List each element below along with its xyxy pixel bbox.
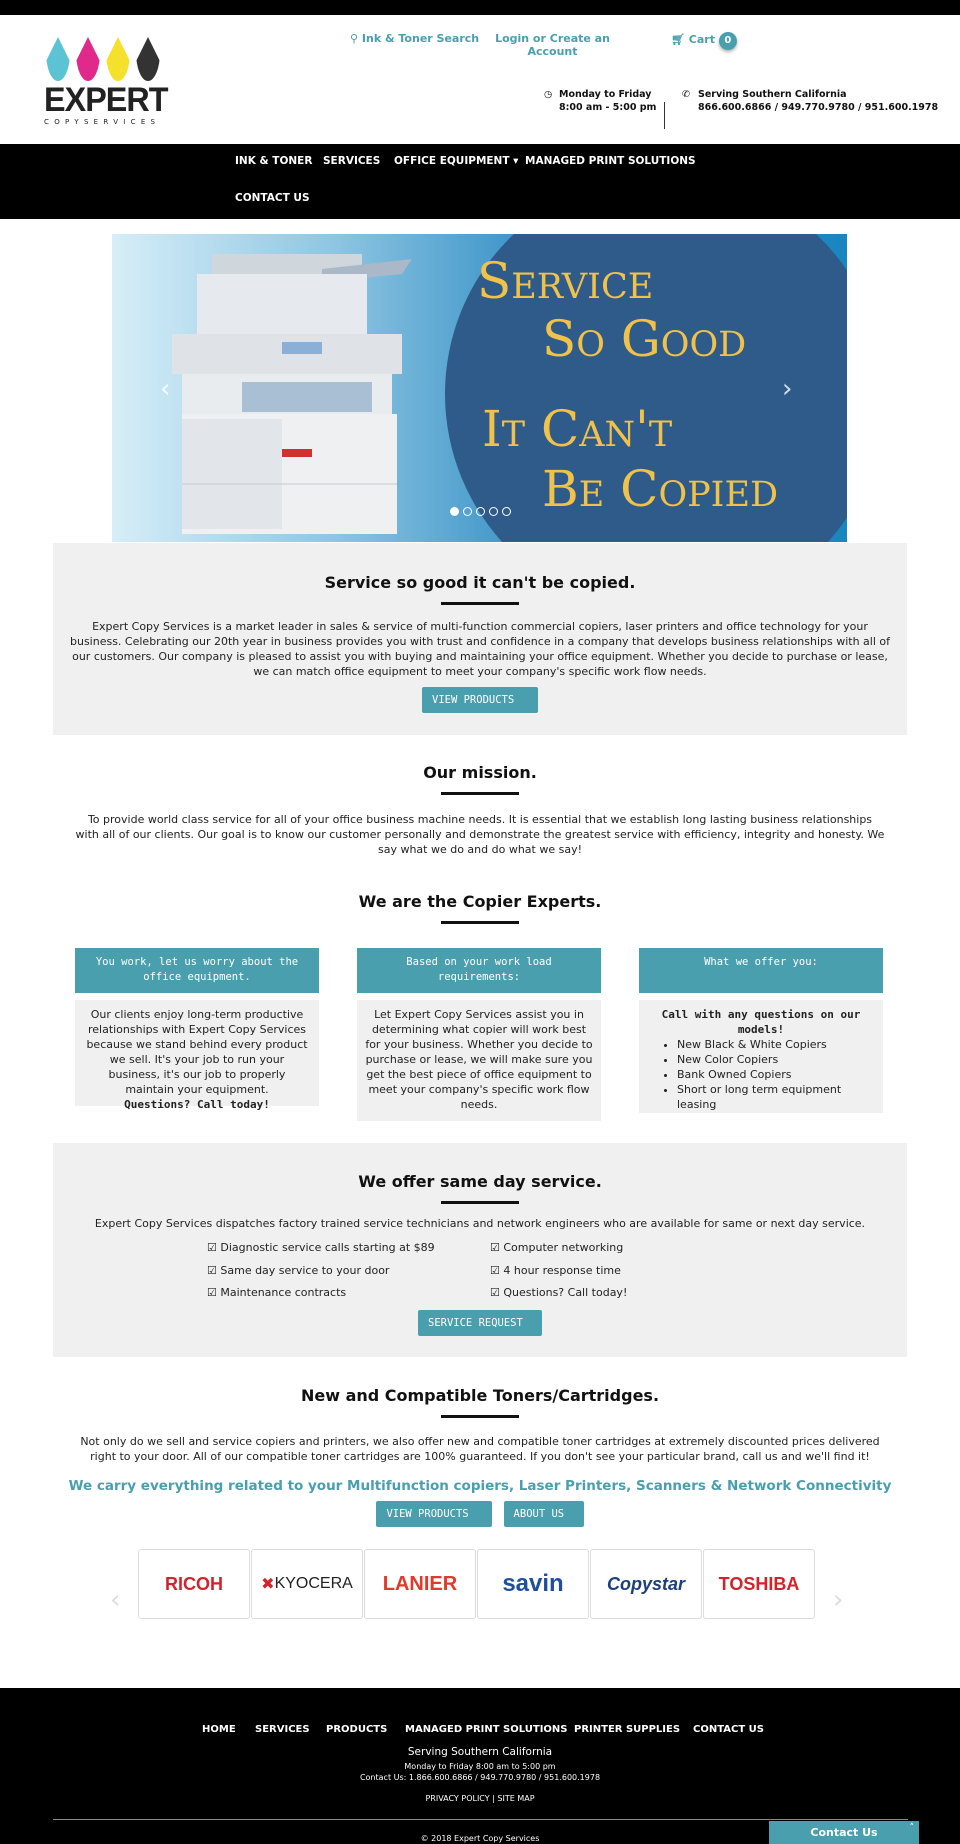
footer-services[interactable]: SERVICES [255, 1724, 310, 1735]
top-bar [0, 0, 960, 15]
caret-down-icon: ▾ [513, 155, 519, 167]
indicator[interactable] [489, 507, 498, 516]
chevron-up-icon: ˄ [909, 1823, 914, 1833]
checklist-item: ☑ Computer networking [490, 1241, 624, 1254]
checklist-item: ☑ 4 hour response time [490, 1264, 621, 1277]
brand-logos [138, 1549, 815, 1619]
box-header: You work, let us worry about the office equipment. [75, 948, 319, 993]
nav-office-equipment[interactable]: OFFICE EQUIPMENT ▾ [394, 155, 519, 167]
cart-count: 0 [719, 32, 737, 50]
service-request-button[interactable]: SERVICE REQUEST [418, 1310, 542, 1336]
logo-word: EXPERT [44, 81, 168, 119]
brand-toshiba[interactable]: TOSHIBA [703, 1549, 815, 1619]
cart-link[interactable]: 🛒︎ Cart 0 [671, 32, 737, 50]
brand-savin[interactable]: savin [477, 1549, 589, 1619]
brand-lanier[interactable]: LANIER [364, 1549, 476, 1619]
checklist-item: ☑ Questions? Call today! [490, 1286, 628, 1299]
site-map-link[interactable]: SITE MAP [497, 1794, 535, 1803]
indicator[interactable] [476, 507, 485, 516]
business-hours: ◷ Monday to Friday 8:00 am - 5:00 pm [544, 89, 657, 113]
box-body: Call with any questions on our models! • New Black & White Copiers • New Color Copiers • Bank Owned Copiers • Short or long term equipment leasing [639, 1000, 883, 1113]
box-body: Our clients enjoy long-term productive relationships with Expert Copy Services because we stand behind every product we sell. It's your job to run your business, it's our job to properly maintain your equipment. Questions? Call today! [75, 1000, 319, 1106]
nav-ink-toner[interactable]: INK & TONER [235, 155, 313, 167]
mission-section: Our mission. To provide world class service for all of your office business machine needs. It is essential that we establish long lasting business relationships with all of our clients. Our goal is to know our customer personally and demonstrate the greatest service with efficiency, integrity and honesty. We say what we do and do what we say! [75, 763, 885, 856]
footer-managed-print[interactable]: MANAGED PRINT SOLUTIONS [405, 1724, 568, 1735]
box-header: What we offer you: [639, 948, 883, 993]
login-link[interactable]: Login or Create an Account [495, 32, 610, 58]
check-icon: ☑ [490, 1286, 500, 1299]
box-header: Based on your work load requirements: [357, 948, 601, 993]
nav-services[interactable]: SERVICES [323, 155, 381, 167]
check-icon: ☑ [490, 1264, 500, 1277]
same-day-section: We offer same day service. Expert Copy Services dispatches factory trained service technicians and network engineers who are available for same or next day service. ☑ Diagnostic service calls starting at $89 ☑ Same day service to your door ☑ Maintenance contracts ☑ Computer networking ☑ 4 hour response time ☑ Questions? Call today! SERVICE REQUEST [53, 1143, 907, 1357]
privacy-policy-link[interactable]: PRIVACY POLICY [425, 1794, 490, 1803]
clock-icon: ◷ [544, 89, 553, 100]
check-icon: ☑ [207, 1264, 217, 1277]
logo[interactable] [44, 37, 174, 126]
toners-section: New and Compatible Toners/Cartridges. Not only do we sell and service copiers and printers, we also offer new and compatible toner cartridges at extremely discounted prices delivered right to your door. All of our compatible toner cartridges are 100% guaranteed. If you don't see your particular brand, call us and we'll find it! We carry everything related to your Multifunction copiers, Laser Printers, Scanners & Network Connectivity VIEW PRODUCTS ABOUT US [0, 1386, 960, 1527]
divider [664, 102, 665, 129]
copier-image [172, 254, 412, 539]
main-nav [0, 144, 960, 219]
view-products-button[interactable]: VIEW PRODUCTS [422, 687, 538, 713]
ink-drops-icon [46, 37, 174, 81]
indicator[interactable] [450, 507, 459, 516]
view-products-button[interactable]: VIEW PRODUCTS [376, 1501, 492, 1527]
indicator[interactable] [502, 507, 511, 516]
brand-copystar[interactable]: Copystar [590, 1549, 702, 1619]
box-body: Let Expert Copy Services assist you in determining what copier will work best for your business. Whether you decide to purchase or lease, we will make sure you get the best piece of office equipment to meet your company's specific work flow needs. [357, 1000, 601, 1121]
phone-icon: ✆ [682, 89, 690, 100]
tagline: We carry everything related to your Multifunction copiers, Laser Printers, Scanners & Network Connectivity [68, 1478, 892, 1494]
checklist-item: ☑ Same day service to your door [207, 1264, 390, 1277]
ink-toner-search-link[interactable]: ⚲ Ink & Toner Search [350, 32, 480, 45]
cart-icon: 🛒︎ [671, 33, 689, 46]
footer-home[interactable]: HOME [202, 1724, 236, 1735]
brand-ricoh[interactable]: RICOH [138, 1549, 250, 1619]
brands-prev-icon[interactable]: ‹ [110, 1585, 121, 1615]
carousel-next-icon[interactable]: › [782, 374, 793, 404]
contact-us-tab[interactable]: Contact Us ˄ [769, 1821, 919, 1844]
intro-section: Service so good it can't be copied. Expert Copy Services is a market leader in sales & service of multi-function commercial copiers, laser printers and office technology for your business. Celebrating our 20th year in business provides you with trust and confidence in a company that develops business relationships with all of our customers. Our company is pleased to assist you with buying and maintaining your office equipment. Whether you decide to purchase or lease, we can match office equipment to meet your company's specific work flow needs. VIEW PRODUCTS [53, 543, 907, 735]
nav-contact-us[interactable]: CONTACT US [235, 192, 310, 204]
check-icon: ☑ [207, 1286, 217, 1299]
footer: HOME SERVICES PRODUCTS MANAGED PRINT SOLUTIONS PRINTER SUPPLIES CONTACT US Serving Southern California Monday to Friday 8:00 am to 5:00 pm Contact Us: 1.866.600.6866 / 949.770.9780 / 951.600.1978 PRIVACY POLICY | SITE MAP © 2018 Expert Copy Services [0, 1688, 960, 1844]
site-header [0, 15, 960, 144]
indicator[interactable] [463, 507, 472, 516]
logo-subtitle: COPYSERVICES [44, 118, 161, 126]
about-us-button[interactable]: ABOUT US [504, 1501, 584, 1527]
carousel-indicators [450, 507, 511, 516]
checklist-item: ☑ Maintenance contracts [207, 1286, 347, 1299]
experts-section: We are the Copier Experts. [0, 892, 960, 924]
section-title: Service so good it can't be copied. [324, 573, 636, 592]
footer-contact-us[interactable]: CONTACT US [693, 1724, 764, 1735]
footer-products[interactable]: PRODUCTS [326, 1724, 388, 1735]
brand-kyocera[interactable]: ✖ KYOCERA [251, 1549, 363, 1619]
checklist-item: ☑ Diagnostic service calls starting at $89 [207, 1241, 435, 1254]
contact-info: ✆ Serving Southern California 866.600.6866 / 949.770.9780 / 951.600.1978 [682, 89, 939, 113]
hero-carousel[interactable]: Service So Good It Can't Be Copied ‹ › [112, 234, 847, 542]
brands-next-icon[interactable]: › [833, 1585, 844, 1615]
check-icon: ☑ [207, 1241, 217, 1254]
check-icon: ☑ [490, 1241, 500, 1254]
carousel-prev-icon[interactable]: ‹ [160, 374, 171, 404]
nav-managed-print[interactable]: MANAGED PRINT SOLUTIONS [525, 155, 696, 167]
search-icon: ⚲ [350, 32, 362, 45]
footer-printer-supplies[interactable]: PRINTER SUPPLIES [574, 1724, 681, 1735]
